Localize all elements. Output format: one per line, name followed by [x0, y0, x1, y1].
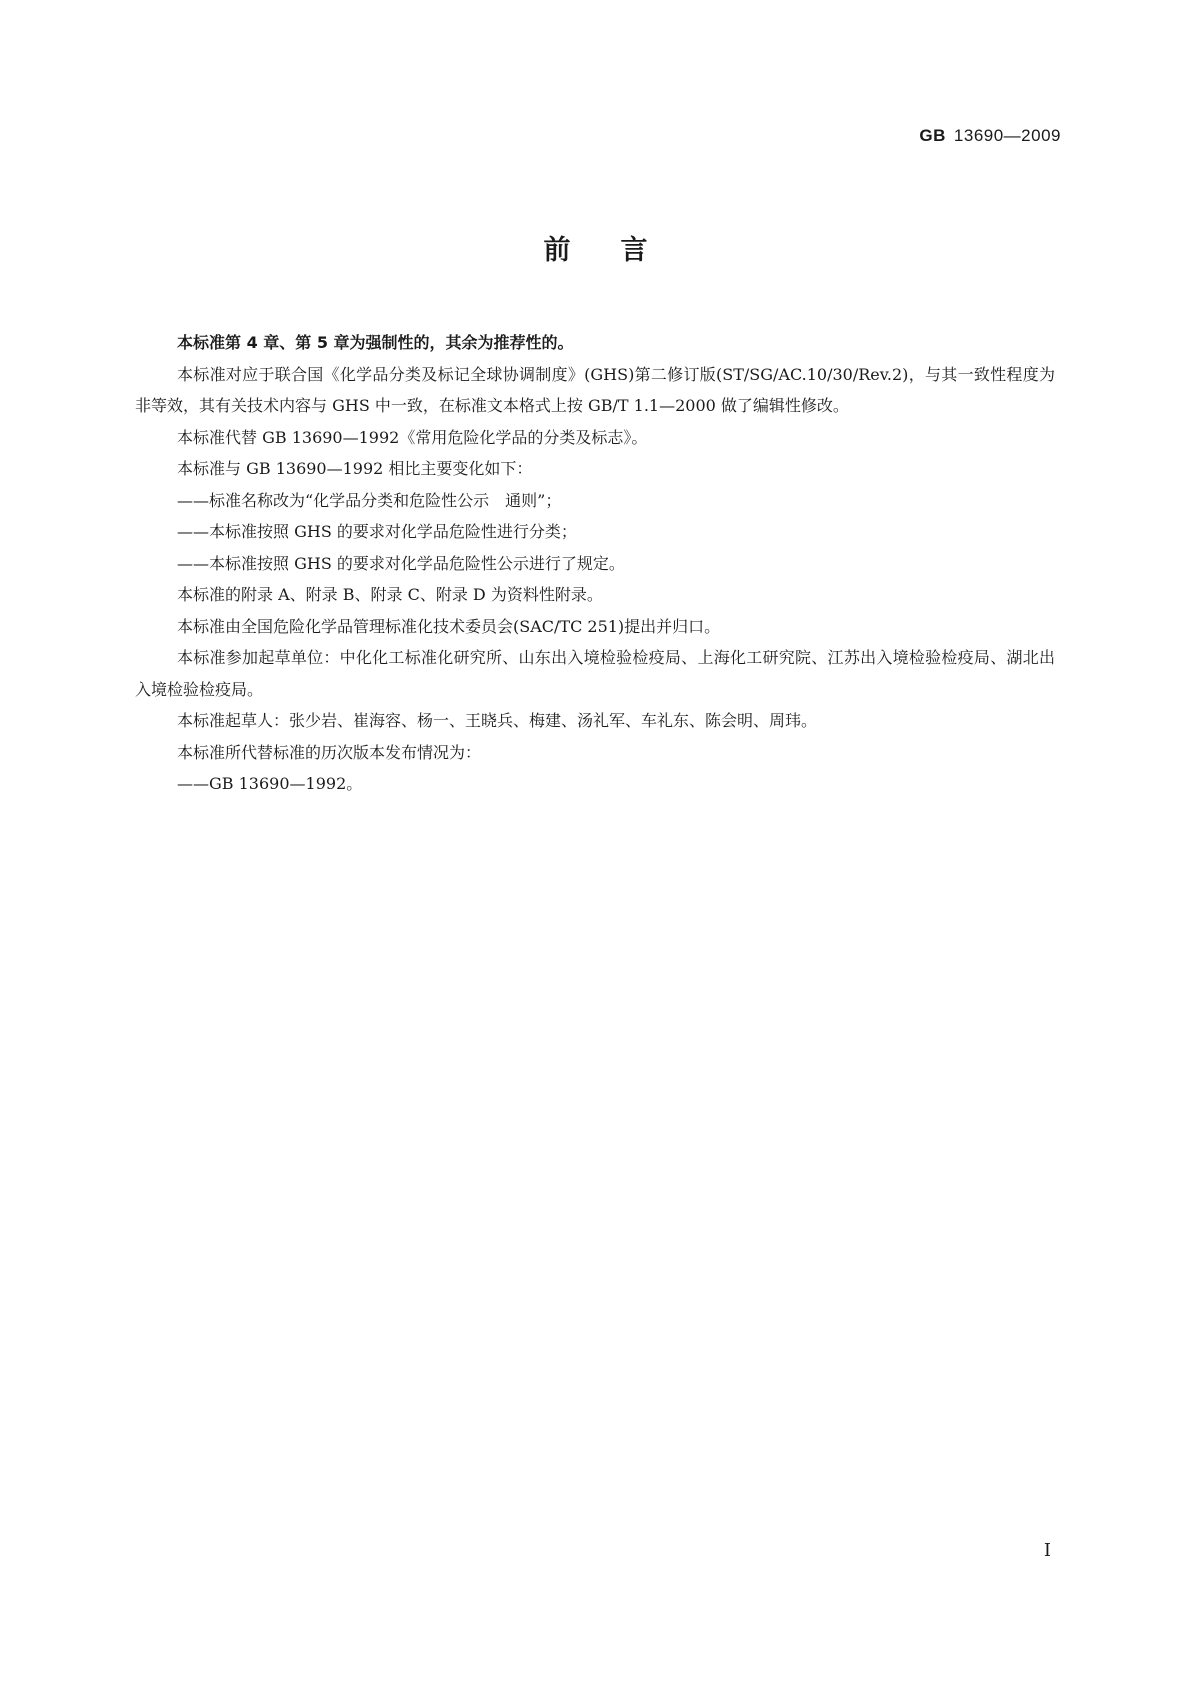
paragraph-proposer: 本标准由全国危险化学品管理标准化技术委员会(SAC/TC 251)提出并归口。: [177, 616, 721, 636]
paragraph-annexes: 本标准的附录 A、附录 B、附录 C、附录 D 为资料性附录。: [177, 585, 603, 604]
list-item-history-1: ——GB 13690—1992。: [177, 774, 363, 793]
paragraph-history-intro: 本标准所代替标准的历次版本发布情况为：: [177, 742, 482, 762]
paragraph-changes-intro: 本标准与 GB 13690—1992 相比主要变化如下：: [177, 459, 533, 478]
paragraph-drafters: 本标准起草人：张少岩、崔海容、杨一、王晓兵、梅建、汤礼军、车礼东、陈会明、周玮。: [177, 711, 818, 730]
foreword-body: [135, 327, 1055, 800]
paragraph-drafting-units: 本标准参加起草单位：中化化工标准化研究所、山东出入境检验检疫局、上海化工研究院、江苏出入境检验检疫局、湖北出入境检验检疫局。: [135, 648, 1055, 699]
standard-prefix: GB: [919, 126, 946, 145]
page-title: 前言: [543, 235, 698, 266]
paragraph-mandatory-scope: 本标准第 4 章、第 5 章为强制性的，其余为推荐性的。: [177, 333, 574, 352]
standard-number: 13690—2009: [953, 126, 1061, 145]
paragraph-ghs-correspondence: 本标准对应于联合国《化学品分类及标记全球协调制度》(GHS)第二修订版(ST/SG/AC.10/30/Rev.2)，与其一致性程度为非等效，其有关技术内容与 GHS 中一致，在标准文本格式上按 GB/T 1.1—2000 做了编辑性修改。: [135, 364, 1055, 415]
page-number: I: [1043, 1540, 1051, 1561]
list-item-change-2: ——本标准按照 GHS 的要求对化学品危险性进行分类；: [177, 522, 577, 541]
standard-code: [919, 126, 1061, 146]
paragraph-replaces: 本标准代替 GB 13690—1992《常用危险化学品的分类及标志》。: [177, 427, 648, 447]
list-item-change-3: ——本标准按照 GHS 的要求对化学品危险性公示进行了规定。: [177, 553, 625, 573]
list-item-change-1: ——标准名称改为“化学品分类和危险性公示 通则”；: [177, 490, 562, 510]
